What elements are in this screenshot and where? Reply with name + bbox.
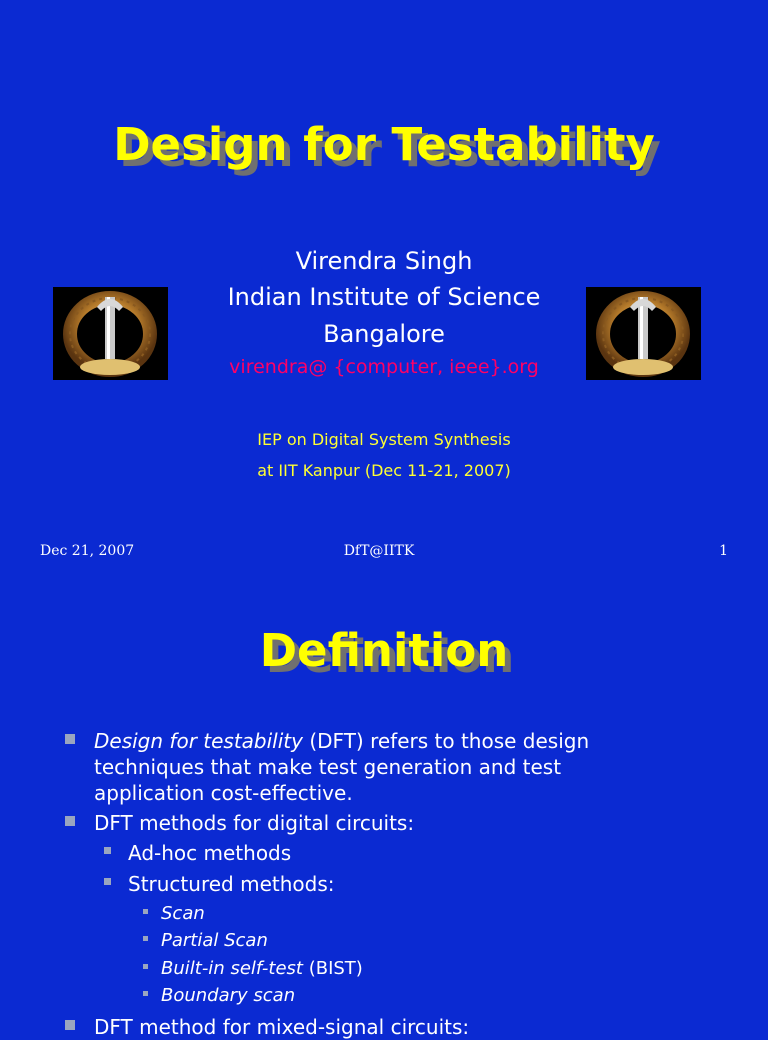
- sub-sub-bullet-text: [161, 985, 295, 1006]
- slide-title: Design for Testability: [113, 118, 655, 171]
- institute-emblem-icon: [586, 287, 701, 380]
- sub-sub-bullet-icon: [143, 991, 148, 996]
- sub-sub-bullet-text: [161, 903, 205, 924]
- bullet-text-line: [94, 728, 589, 754]
- bullet-square-icon: [65, 734, 75, 744]
- event-line-2: at IIT Kanpur (Dec 11-21, 2007): [257, 461, 511, 480]
- sub-bullet-icon: [104, 847, 111, 854]
- sub-sub-bullet-icon: [143, 909, 148, 914]
- sub-sub-bullet-text: [161, 958, 363, 979]
- author-email: virendra@ {computer, ieee}.org: [229, 356, 539, 378]
- bullet-text-line: techniques that make test generation and test: [94, 755, 562, 779]
- emphasis-text: Partial Scan: [161, 930, 268, 951]
- bullet-text: (DFT) refers to those design: [302, 729, 590, 753]
- footer-title: DfT@IITK: [343, 543, 415, 559]
- footer-date: Dec 21, 2007: [40, 543, 135, 559]
- bullet-text-line: DFT method for mixed-signal circuits:: [94, 1015, 470, 1039]
- bullet-text: (BIST): [302, 958, 363, 979]
- emphasis-text: Built-in self-test: [161, 958, 303, 979]
- sub-sub-bullet-icon: [143, 964, 148, 969]
- emphasis-text: Design for testability: [94, 729, 303, 753]
- author-city: Bangalore: [323, 320, 445, 348]
- emphasis-text: Boundary scan: [161, 985, 296, 1006]
- sub-sub-bullet-text: [161, 930, 268, 951]
- author-institute: Indian Institute of Science: [227, 283, 541, 311]
- author-name: Virendra Singh: [295, 247, 473, 275]
- slide-title: Definition: [259, 624, 509, 677]
- bullet-square-icon: [65, 1020, 75, 1030]
- bullet-text-line: application cost-effective.: [94, 781, 353, 805]
- bullet-text-line: DFT methods for digital circuits:: [94, 811, 415, 835]
- sub-bullet-icon: [104, 878, 111, 885]
- institute-emblem-icon: [53, 287, 168, 380]
- emphasis-text: Scan: [161, 903, 205, 924]
- sub-bullet-text: Ad-hoc methods: [128, 841, 292, 865]
- sub-bullet-text: Structured methods:: [128, 872, 335, 896]
- event-line-1: IEP on Digital System Synthesis: [257, 430, 511, 449]
- definition-slide: [0, 580, 768, 1039]
- sub-sub-bullet-icon: [143, 936, 148, 941]
- bullet-square-icon: [65, 816, 75, 826]
- footer-page-number: 1: [719, 543, 728, 559]
